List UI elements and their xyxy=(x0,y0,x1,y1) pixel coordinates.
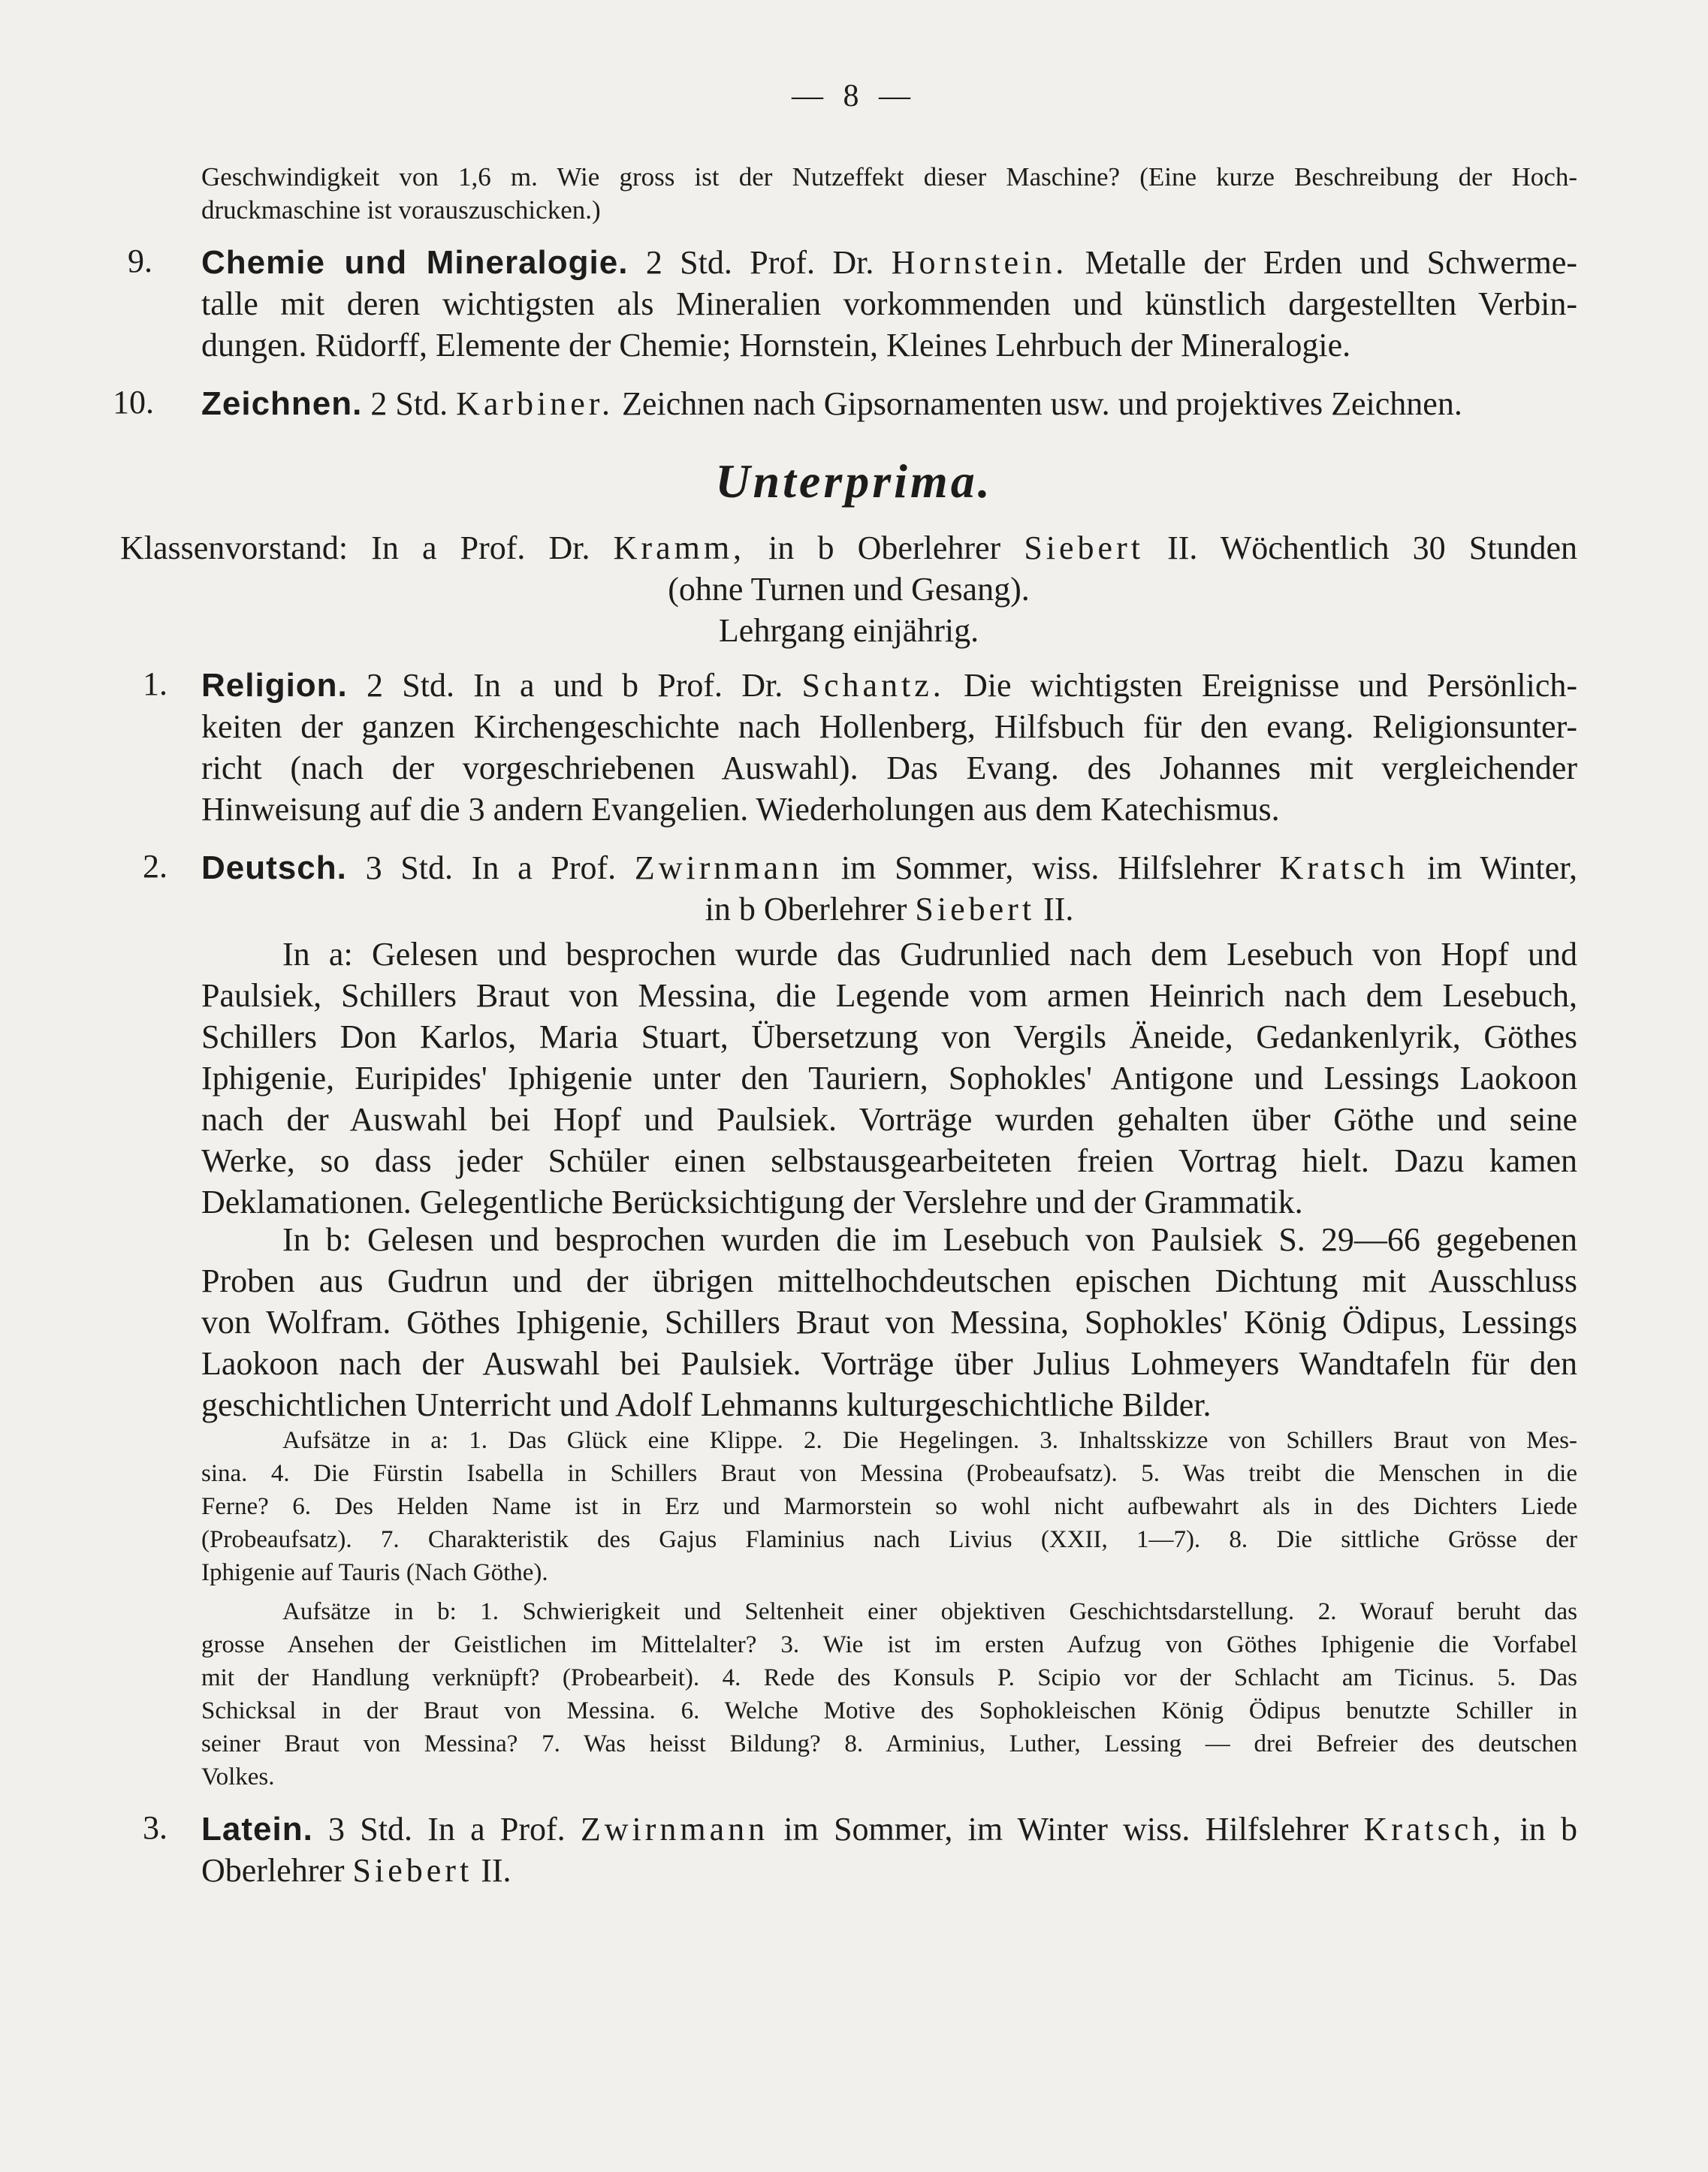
text-line: mit der Handlung verknüpft? (Probearbeit). 4. Rede des Konsuls P. Scipio vor der Schlacht am Ticinus. 5. Das xyxy=(201,1664,1577,1691)
text-line: Metalle der Erden und Schwerme- xyxy=(1085,244,1578,281)
item-deutsch xyxy=(201,847,1577,930)
hours: 2 Std. xyxy=(367,667,454,704)
text-line: Paulsiek, Schillers Braut von Messina, die Legende vom armen Heinrich nach dem Lesebuch, xyxy=(201,977,1577,1014)
text-line: Zeichnen nach Gipsornamenten usw. und projektives Zeichnen. xyxy=(622,385,1462,422)
text-fragment: In a und b Prof. Dr. xyxy=(473,667,783,704)
klassenvorstand xyxy=(120,527,1577,651)
subject-title: Deutsch. xyxy=(201,849,347,886)
text-line: Lehrgang einjährig. xyxy=(718,612,979,649)
hours: 2 Std. xyxy=(370,385,448,422)
text-line: Hinweisung auf die 3 andern Evangelien. Wiederholungen aus dem Katechismus. xyxy=(201,791,1280,828)
item-number: 2. xyxy=(143,848,167,885)
text-fragment: In a Prof. xyxy=(471,849,617,886)
item-number: 1. xyxy=(143,665,167,702)
teacher-name: Karbiner. xyxy=(456,385,614,422)
teacher-name: Kramm, xyxy=(613,529,746,566)
teacher-name: Kratsch xyxy=(1279,849,1409,886)
text-line: (Probeaufsatz). 7. Charakteristik des Gajus Flaminius nach Livius (XXII, 1—7). 8. Die sittliche Grösse der xyxy=(201,1526,1577,1553)
text-fragment: II. xyxy=(1043,891,1074,928)
text-line: Aufsätze in b: 1. Schwierigkeit und Seltenheit einer objektiven Geschichtsdarstellung. 2. Worauf beruht das xyxy=(282,1598,1577,1625)
teacher-name: Schantz. xyxy=(801,667,945,704)
essays-b xyxy=(201,1595,1577,1793)
teacher-name: Siebert xyxy=(915,891,1036,928)
text-fragment: II. xyxy=(481,1852,511,1889)
text-fragment: II. Wöchentlich 30 Stunden xyxy=(1167,529,1577,566)
text-line: Schillers Don Karlos, Maria Stuart, Übersetzung von Vergils Äneide, Gedankenlyrik, Göthes xyxy=(201,1018,1577,1055)
text-line: Proben aus Gudrun und der übrigen mittelhochdeutschen epischen Dichtung mit Ausschluss xyxy=(201,1262,1577,1299)
carryover-text xyxy=(201,161,1577,227)
text-line: Laokoon nach der Auswahl bei Paulsiek. Vorträge über Julius Lohmeyers Wandtafeln für den xyxy=(201,1345,1577,1382)
text-fragment: in b xyxy=(1519,1811,1578,1848)
essays-a xyxy=(201,1424,1577,1589)
text-line: Schicksal in der Braut von Messina. 6. Welche Motive des Sophokleischen König Ödipus benutzte Schiller in xyxy=(201,1697,1577,1724)
text-fragment: im Sommer, im Winter wiss. Hilfslehrer xyxy=(783,1811,1349,1848)
text-line: Ferne? 6. Des Helden Name ist in Erz und Marmorstein so wohl nicht aufbewahrt als in des Dichters Liede xyxy=(201,1493,1577,1520)
subject-title: Chemie und Mineralogie. xyxy=(201,244,629,281)
teacher-name: Zwirnmann xyxy=(634,849,823,886)
item-chemie xyxy=(201,242,1577,366)
text-line: Die wichtigsten Ereignisse und Persönlich- xyxy=(964,667,1578,704)
text-fragment: In a Prof. xyxy=(427,1811,566,1848)
item-number: 3. xyxy=(143,1809,167,1846)
subject-title: Zeichnen. xyxy=(201,385,363,422)
text-line: grosse Ansehen der Geistlichen im Mittelalter? 3. Wie ist im ersten Aufzug von Göthes Iphigenie die Vorfabel xyxy=(201,1631,1577,1658)
hours: 2 Std. xyxy=(645,244,732,281)
text-line: dungen. Rüdorff, Elemente der Chemie; Hornstein, Kleines Lehrbuch der Mineralogie. xyxy=(201,327,1351,364)
hours: 3 Std. xyxy=(328,1811,412,1848)
text-line: druckmaschine ist vorauszuschicken.) xyxy=(201,195,601,225)
subject-title: Latein. xyxy=(201,1811,313,1848)
item-number: 9. xyxy=(128,243,152,279)
section-heading: Unterprima. xyxy=(715,454,993,508)
paragraph-a xyxy=(201,934,1577,1223)
text-fragment: im Sommer, wiss. Hilfslehrer xyxy=(840,849,1261,886)
text-line: richt (nach der vorgeschriebenen Auswahl). Das Evang. des Johannes mit vergleichender xyxy=(201,750,1577,786)
text-line: nach der Auswahl bei Hopf und Paulsiek. Vorträge wurden gehalten über Göthe und seine xyxy=(201,1101,1577,1138)
text-fragment: Oberlehrer xyxy=(201,1852,345,1889)
text-line: Iphigenie, Euripides' Iphigenie unter den Tauriern, Sophokles' Antigone und Lessings Laokoon xyxy=(201,1060,1577,1097)
text-line: talle mit deren wichtigsten als Mineralien vorkommenden und künstlich dargestellten Verbin- xyxy=(201,285,1577,322)
hours: 3 Std. xyxy=(365,849,453,886)
teacher-prefix: Prof. Dr. xyxy=(750,244,874,281)
teacher-name: Zwirnmann xyxy=(580,1811,769,1848)
text-line: Werke, so dass jeder Schüler einen selbstausgearbeiteten freien Vortrag hielt. Dazu kamen xyxy=(201,1142,1577,1179)
teacher-name: Siebert xyxy=(1024,529,1144,566)
text-line: von Wolfram. Göthes Iphigenie, Schillers Braut von Messina, Sophokles' König Ödipus, Lessings xyxy=(201,1304,1577,1341)
text-line: In a: Gelesen und besprochen wurde das Gudrunlied nach dem Lesebuch von Hopf und xyxy=(282,936,1577,973)
text-fragment: im Winter, xyxy=(1427,849,1578,886)
text-line: Deklamationen. Gelegentliche Berücksichtigung der Verslehre und der Grammatik. xyxy=(201,1184,1303,1220)
item-religion xyxy=(201,665,1577,830)
text-line: seiner Braut von Messina? 7. Was heisst Bildung? 8. Arminius, Luther, Lessing — drei Befreier des deutschen xyxy=(201,1730,1577,1757)
paragraph-b xyxy=(201,1219,1577,1425)
text-line: In b: Gelesen und besprochen wurden die im Lesebuch von Paulsiek S. 29—66 gegebenen xyxy=(282,1221,1577,1258)
text-fragment: in b Oberlehrer xyxy=(768,529,1001,566)
page-number: — 8 — xyxy=(792,79,916,113)
teacher-name: Siebert xyxy=(352,1852,473,1889)
text-line: Iphigenie auf Tauris (Nach Göthe). xyxy=(201,1559,548,1586)
item-number: 10. xyxy=(113,384,154,421)
teacher-name: Hornstein. xyxy=(891,244,1068,281)
text-line: Volkes. xyxy=(201,1763,275,1790)
text-line: geschichtlichen Unterricht und Adolf Lehmanns kulturgeschichtliche Bilder. xyxy=(201,1386,1212,1423)
teacher-name: Kratsch, xyxy=(1363,1811,1505,1848)
item-zeichnen xyxy=(201,383,1577,424)
item-latein xyxy=(201,1808,1577,1891)
text-fragment: Klassenvorstand: In a Prof. Dr. xyxy=(120,529,590,566)
text-line: Aufsätze in a: 1. Das Glück eine Klippe. 2. Die Hegelingen. 3. Inhaltsskizze von Schillers Braut von Mes- xyxy=(282,1427,1577,1454)
subject-title: Religion. xyxy=(201,667,348,704)
text-line: keiten der ganzen Kirchengeschichte nach Hollenberg, Hilfsbuch für den evang. Religionsunter- xyxy=(201,708,1577,745)
text-line: Geschwindigkeit von 1,6 m. Wie gross ist der Nutzeffekt dieser Maschine? (Eine kurze Beschreibung der Hoch- xyxy=(201,162,1577,192)
text-line: (ohne Turnen und Gesang). xyxy=(668,571,1030,608)
text-line: sina. 4. Die Fürstin Isabella in Schillers Braut von Messina (Probeaufsatz). 5. Was treibt die Menschen in die xyxy=(201,1460,1577,1487)
text-fragment: in b Oberlehrer xyxy=(705,891,907,928)
